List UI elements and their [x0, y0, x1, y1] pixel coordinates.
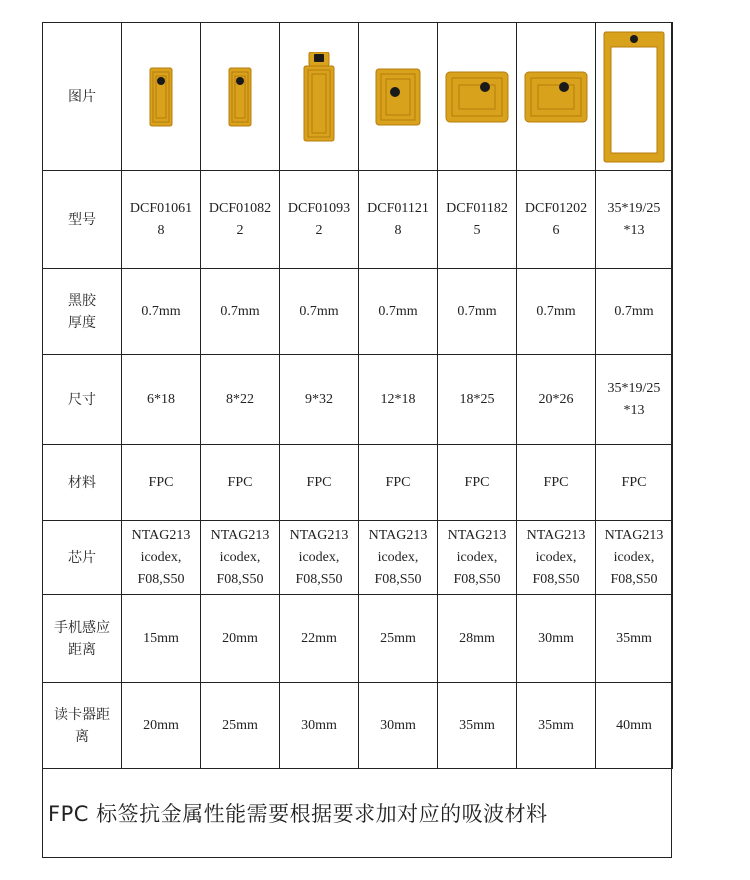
cell-line: 5: [473, 222, 481, 238]
cell-value: 25mm: [222, 717, 258, 733]
cell-thickness: [280, 269, 359, 355]
cell-value: 30mm: [380, 717, 416, 733]
cell-image: [438, 23, 517, 171]
cell-line: F08,S50: [610, 571, 658, 587]
row-label-line: 尺寸: [68, 391, 96, 408]
row-label-line: 手机感应: [54, 619, 110, 636]
cell-line: 35*19/25: [607, 380, 661, 396]
cell-reader-distance: [438, 683, 517, 769]
cell-value: FPC: [148, 474, 174, 490]
row-label-line: 芯片: [68, 549, 96, 566]
cell-chip: [122, 521, 201, 595]
cell-line: NTAG213: [604, 527, 664, 543]
cell-value: FPC: [621, 474, 647, 490]
fpc-tag-narrow-icon: [122, 67, 200, 127]
cell-line: DCF01121: [367, 200, 429, 216]
cell-line: 18*25: [459, 391, 495, 407]
row-size: [43, 355, 673, 445]
cell-thickness: [359, 269, 438, 355]
cell-line: icodex,: [613, 549, 655, 565]
footer-note: FPC 标签抗金属性能需要根据要求加对应的吸波材料: [48, 802, 548, 826]
cell-line: F08,S50: [216, 571, 264, 587]
cell-value: 35mm: [538, 717, 574, 733]
cell-value: FPC: [227, 474, 253, 490]
cell-material: [359, 445, 438, 521]
cell-line: NTAG213: [368, 527, 428, 543]
cell-value: 0.7mm: [536, 303, 576, 319]
cell-image: [517, 23, 596, 171]
cell-phone-distance: [122, 595, 201, 683]
cell-chip: [596, 521, 673, 595]
cell-model: [517, 171, 596, 269]
row-label-material: [43, 445, 122, 521]
cell-model: [280, 171, 359, 269]
cell-phone-distance: [596, 595, 673, 683]
row-label-line: 材料: [68, 474, 96, 491]
cell-line: icodex,: [140, 549, 182, 565]
cell-size: [359, 355, 438, 445]
cell-line: 20*26: [538, 391, 574, 407]
cell-line: F08,S50: [295, 571, 343, 587]
cell-value: 20mm: [222, 630, 258, 646]
cell-material: [438, 445, 517, 521]
cell-line: icodex,: [456, 549, 498, 565]
cell-size: [438, 355, 517, 445]
cell-chip: [359, 521, 438, 595]
cell-line: 2: [315, 222, 323, 238]
cell-line: F08,S50: [453, 571, 501, 587]
cell-phone-distance: [280, 595, 359, 683]
cell-reader-distance: [122, 683, 201, 769]
fpc-tag-square-icon: [359, 68, 437, 126]
fpc-tag-frame-icon: [596, 31, 672, 163]
row-reader-distance: [43, 683, 673, 769]
cell-material: [517, 445, 596, 521]
cell-chip: [280, 521, 359, 595]
fpc-tag-tall-icon: [280, 52, 358, 142]
row-label-phone-distance: [43, 595, 122, 683]
cell-line: 6*18: [147, 391, 175, 407]
cell-material: [596, 445, 673, 521]
cell-size: [201, 355, 280, 445]
cell-reader-distance: [280, 683, 359, 769]
cell-phone-distance: [438, 595, 517, 683]
row-label-line: 型号: [68, 211, 96, 228]
cell-value: FPC: [306, 474, 332, 490]
cell-chip: [201, 521, 280, 595]
cell-chip: [517, 521, 596, 595]
row-material: [43, 445, 673, 521]
cell-line: 8: [157, 222, 165, 238]
cell-phone-distance: [359, 595, 438, 683]
row-label-line: 离: [75, 728, 89, 745]
cell-line: 8: [394, 222, 402, 238]
cell-line: 2: [236, 222, 244, 238]
cell-line: 9*32: [305, 391, 333, 407]
cell-phone-distance: [517, 595, 596, 683]
cell-size: [517, 355, 596, 445]
row-image: [43, 23, 673, 171]
cell-thickness: [122, 269, 201, 355]
cell-value: 30mm: [301, 717, 337, 733]
cell-value: 0.7mm: [141, 303, 181, 319]
cell-value: 30mm: [538, 630, 574, 646]
cell-thickness: [438, 269, 517, 355]
cell-line: NTAG213: [526, 527, 586, 543]
row-model: [43, 171, 673, 269]
cell-value: 0.7mm: [378, 303, 418, 319]
row-chip: [43, 521, 673, 595]
cell-image: [359, 23, 438, 171]
cell-value: FPC: [385, 474, 411, 490]
cell-line: DCF01093: [287, 200, 351, 216]
row-label-chip: [43, 521, 122, 595]
cell-line: DCF01202: [524, 200, 588, 216]
cell-line: *13: [623, 222, 645, 238]
cell-value: 0.7mm: [614, 303, 654, 319]
cell-line: 12*18: [380, 391, 416, 407]
cell-model: [596, 171, 673, 269]
cell-line: *13: [623, 402, 645, 418]
cell-material: [122, 445, 201, 521]
cell-reader-distance: [596, 683, 673, 769]
row-label-line: 厚度: [68, 314, 96, 331]
cell-reader-distance: [517, 683, 596, 769]
row-thickness: [43, 269, 673, 355]
cell-line: icodex,: [298, 549, 340, 565]
cell-line: 6: [552, 222, 560, 238]
row-label-line: 黑胶: [68, 292, 96, 309]
row-phone-distance: [43, 595, 673, 683]
cell-model: [438, 171, 517, 269]
row-label-line: 图片: [68, 88, 96, 105]
row-label-line: 读卡器距: [54, 706, 110, 723]
fpc-tag-wide-icon: [517, 71, 595, 123]
cell-value: 0.7mm: [457, 303, 497, 319]
cell-thickness: [201, 269, 280, 355]
cell-image: [201, 23, 280, 171]
cell-line: F08,S50: [532, 571, 580, 587]
cell-line: F08,S50: [137, 571, 185, 587]
cell-line: F08,S50: [374, 571, 422, 587]
cell-line: NTAG213: [131, 527, 191, 543]
cell-image: [280, 23, 359, 171]
cell-size: [122, 355, 201, 445]
cell-value: 35mm: [616, 630, 652, 646]
cell-line: NTAG213: [210, 527, 270, 543]
cell-phone-distance: [201, 595, 280, 683]
cell-size: [596, 355, 673, 445]
cell-value: 25mm: [380, 630, 416, 646]
cell-value: 28mm: [459, 630, 495, 646]
cell-value: FPC: [464, 474, 490, 490]
cell-model: [201, 171, 280, 269]
cell-material: [201, 445, 280, 521]
cell-line: icodex,: [377, 549, 419, 565]
cell-line: DCF01182: [446, 200, 508, 216]
row-label-reader-distance: [43, 683, 122, 769]
cell-line: 35*19/25: [607, 200, 661, 216]
cell-line: icodex,: [535, 549, 577, 565]
cell-thickness: [596, 269, 673, 355]
cell-value: 22mm: [301, 630, 337, 646]
cell-value: 0.7mm: [220, 303, 260, 319]
cell-image: [122, 23, 201, 171]
fpc-tag-narrow-icon: [201, 67, 279, 127]
cell-material: [280, 445, 359, 521]
cell-image: [596, 23, 673, 171]
row-label-thickness: [43, 269, 122, 355]
cell-value: 40mm: [616, 717, 652, 733]
spec-table: [42, 22, 673, 769]
cell-value: 15mm: [143, 630, 179, 646]
cell-value: 20mm: [143, 717, 179, 733]
cell-line: NTAG213: [289, 527, 349, 543]
cell-chip: [438, 521, 517, 595]
cell-model: [359, 171, 438, 269]
fpc-tag-wide-icon: [438, 71, 516, 123]
row-label-size: [43, 355, 122, 445]
cell-value: FPC: [543, 474, 569, 490]
cell-line: DCF01061: [129, 200, 193, 216]
cell-line: DCF01082: [208, 200, 272, 216]
cell-line: icodex,: [219, 549, 261, 565]
cell-model: [122, 171, 201, 269]
cell-thickness: [517, 269, 596, 355]
cell-reader-distance: [359, 683, 438, 769]
cell-value: 0.7mm: [299, 303, 339, 319]
row-label-line: 距离: [68, 641, 96, 658]
cell-line: NTAG213: [447, 527, 507, 543]
cell-value: 35mm: [459, 717, 495, 733]
row-label-image: [43, 23, 122, 171]
cell-size: [280, 355, 359, 445]
row-label-model: [43, 171, 122, 269]
cell-reader-distance: [201, 683, 280, 769]
cell-line: 8*22: [226, 391, 254, 407]
